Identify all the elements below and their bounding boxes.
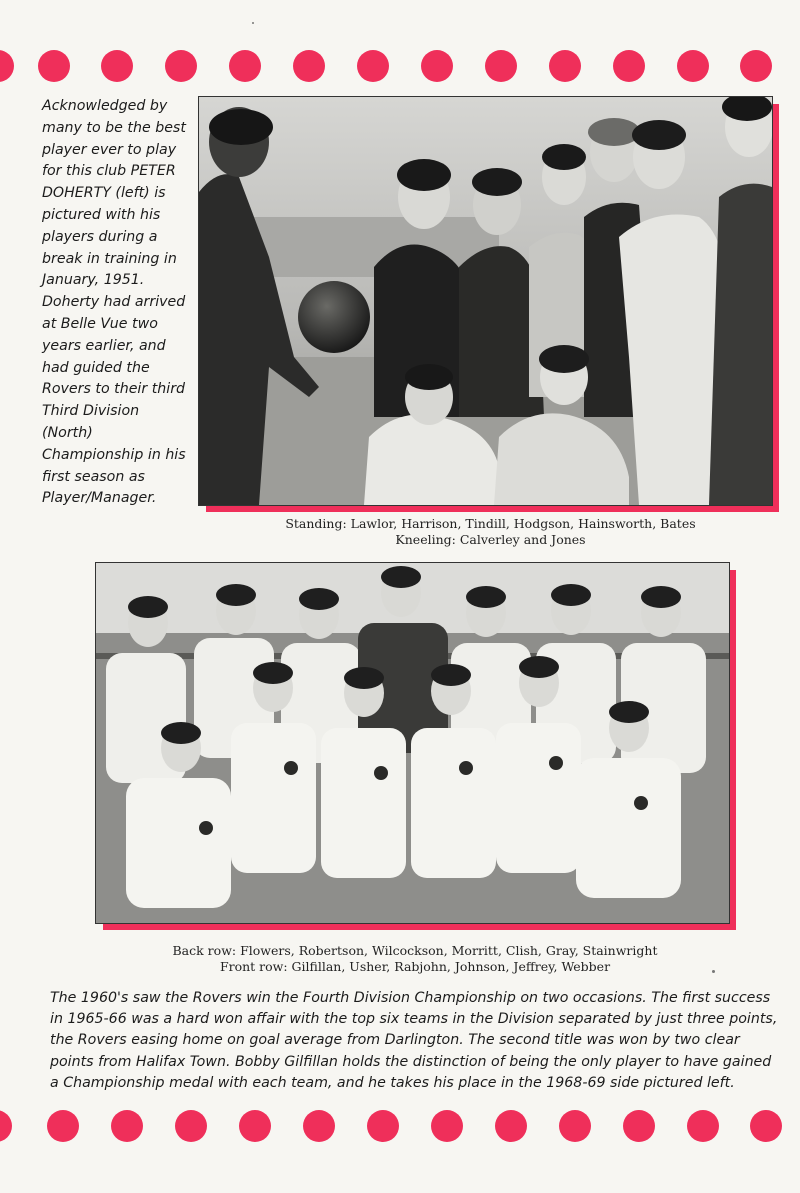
decorative-dot [38,50,70,82]
paper-speck [252,22,254,24]
decorative-dot [357,50,389,82]
decorative-dot [165,50,197,82]
championship-paragraph: The 1960's saw the Rovers win the Fourth Division Championship on two occasions. The first success in 1965-66 was a hard won affair with the top six teams in the Division separated by just three points, the Rovers easing home on goal average from Darlington. The second title was won by two clear points from Halifax Town. Bobby Gilfillan holds the distinction of being the only player to have gained a Championship medal with each team, and he takes his place in the 1968-69 side pictured left. [50,990,778,1091]
decorative-dot [495,1110,527,1142]
decorative-dot [750,1110,782,1142]
decorative-dot [239,1110,271,1142]
photo2-caption-back-row: Back row: Flowers, Robertson, Wilcockson, Morritt, Clish, Gray, Stainwright [172,943,658,958]
decorative-dot [677,50,709,82]
decorative-dot [47,1110,79,1142]
bottom-dot-border [0,1110,800,1150]
training-photo-1951 [198,96,773,506]
decorative-dot [229,50,261,82]
team-photo-1968 [95,562,730,924]
photo1-caption-kneeling: Kneeling: Calverley and Jones [395,532,586,547]
photo2-caption [95,943,735,975]
decorative-dot [367,1110,399,1142]
photo1-caption-standing: Standing: Lawlor, Harrison, Tindill, Hodgson, Hainsworth, Bates [285,516,696,531]
decorative-dot [687,1110,719,1142]
decorative-dot [740,50,772,82]
paper-speck [712,970,715,973]
decorative-dot [175,1110,207,1142]
decorative-dot [613,50,645,82]
decorative-dot [0,50,14,82]
decorative-dot [0,1110,12,1142]
decorative-dot [485,50,517,82]
photo2-caption-front-row: Front row: Gilfillan, Usher, Rabjohn, Johnson, Jeffrey, Webber [219,959,611,974]
decorative-dot [549,50,581,82]
decorative-dot [101,50,133,82]
decorative-dot [623,1110,655,1142]
training-photo-image [199,97,772,505]
doherty-caption: Acknowledged by many to be the best player ever to play for this club PETER DOHERTY (left) is pictured with his players during a break in training in January, 1951. Doherty had arrived at Belle Vue two years earlier, and had guided the Rovers to their third Third Division (North) Championship in his first season as Player/Manager. [42,98,186,507]
decorative-dot [421,50,453,82]
top-dot-border [0,50,800,90]
team-photo-image [96,563,729,923]
decorative-dot [111,1110,143,1142]
decorative-dot [431,1110,463,1142]
decorative-dot [293,50,325,82]
decorative-dot [559,1110,591,1142]
decorative-dot [303,1110,335,1142]
photo1-caption [198,516,783,548]
